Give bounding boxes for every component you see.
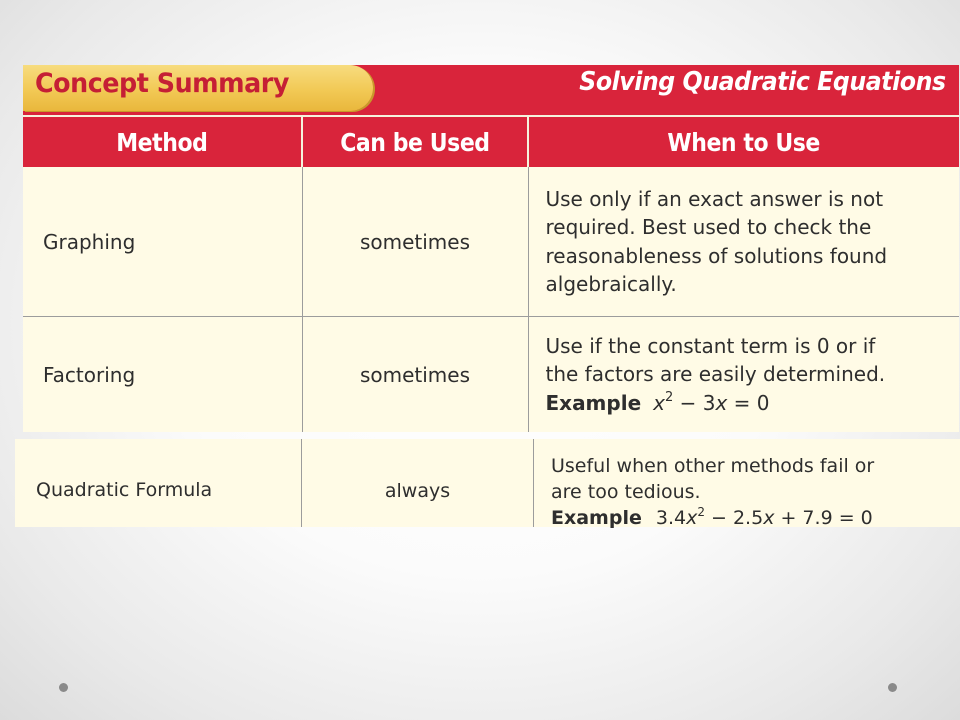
when-line: are too tedious. xyxy=(551,481,701,503)
example-label: Example xyxy=(551,507,642,529)
when-line: reasonableness of solutions found xyxy=(545,243,888,268)
column-header-can-be-used: Can be Used xyxy=(302,116,528,167)
table-row xyxy=(23,317,959,433)
when-to-use-cell xyxy=(528,167,959,317)
concept-summary-table xyxy=(23,115,959,431)
when-line: algebraically. xyxy=(545,272,677,296)
when-line: Useful when other methods fail or xyxy=(551,455,875,477)
column-header-when-to-use: When to Use xyxy=(528,116,959,167)
when-line: Use only if an exact answer is not xyxy=(545,186,884,211)
slide-title: Solving Quadratic Equations xyxy=(579,67,946,97)
table-row xyxy=(23,167,959,317)
concept-summary-title: Concept Summary xyxy=(35,68,289,99)
example-label: Example xyxy=(545,390,642,415)
example-equation: $x^2 - 3x = 0$ xyxy=(653,389,770,415)
example-line xyxy=(546,389,952,418)
slide-dot-right xyxy=(888,683,897,692)
can-be-used-cell: always xyxy=(384,480,451,502)
quadratic-formula-row xyxy=(15,439,960,527)
example-equation: $3.4x^2 - 2.5x + 7.9 = 0$ xyxy=(655,505,873,529)
method-cell: Graphing xyxy=(23,167,302,317)
when-line: required. Best used to check the xyxy=(545,215,872,239)
when-line: the factors are easily determined. xyxy=(545,362,886,387)
when-to-use-cell xyxy=(551,453,951,531)
slide-dot-left xyxy=(59,683,68,692)
column-divider xyxy=(533,439,534,527)
table-header-row xyxy=(23,116,959,167)
method-cell: Factoring xyxy=(23,317,302,433)
column-header-method: Method xyxy=(23,116,302,167)
can-be-used-cell: sometimes xyxy=(302,167,528,317)
concept-summary-tab xyxy=(23,65,373,111)
can-be-used-cell: sometimes xyxy=(302,317,528,433)
example-line xyxy=(551,505,951,531)
when-to-use-cell xyxy=(528,317,959,433)
when-line: Use if the constant term is 0 or if xyxy=(545,333,876,358)
method-cell: Quadratic Formula xyxy=(36,479,213,501)
